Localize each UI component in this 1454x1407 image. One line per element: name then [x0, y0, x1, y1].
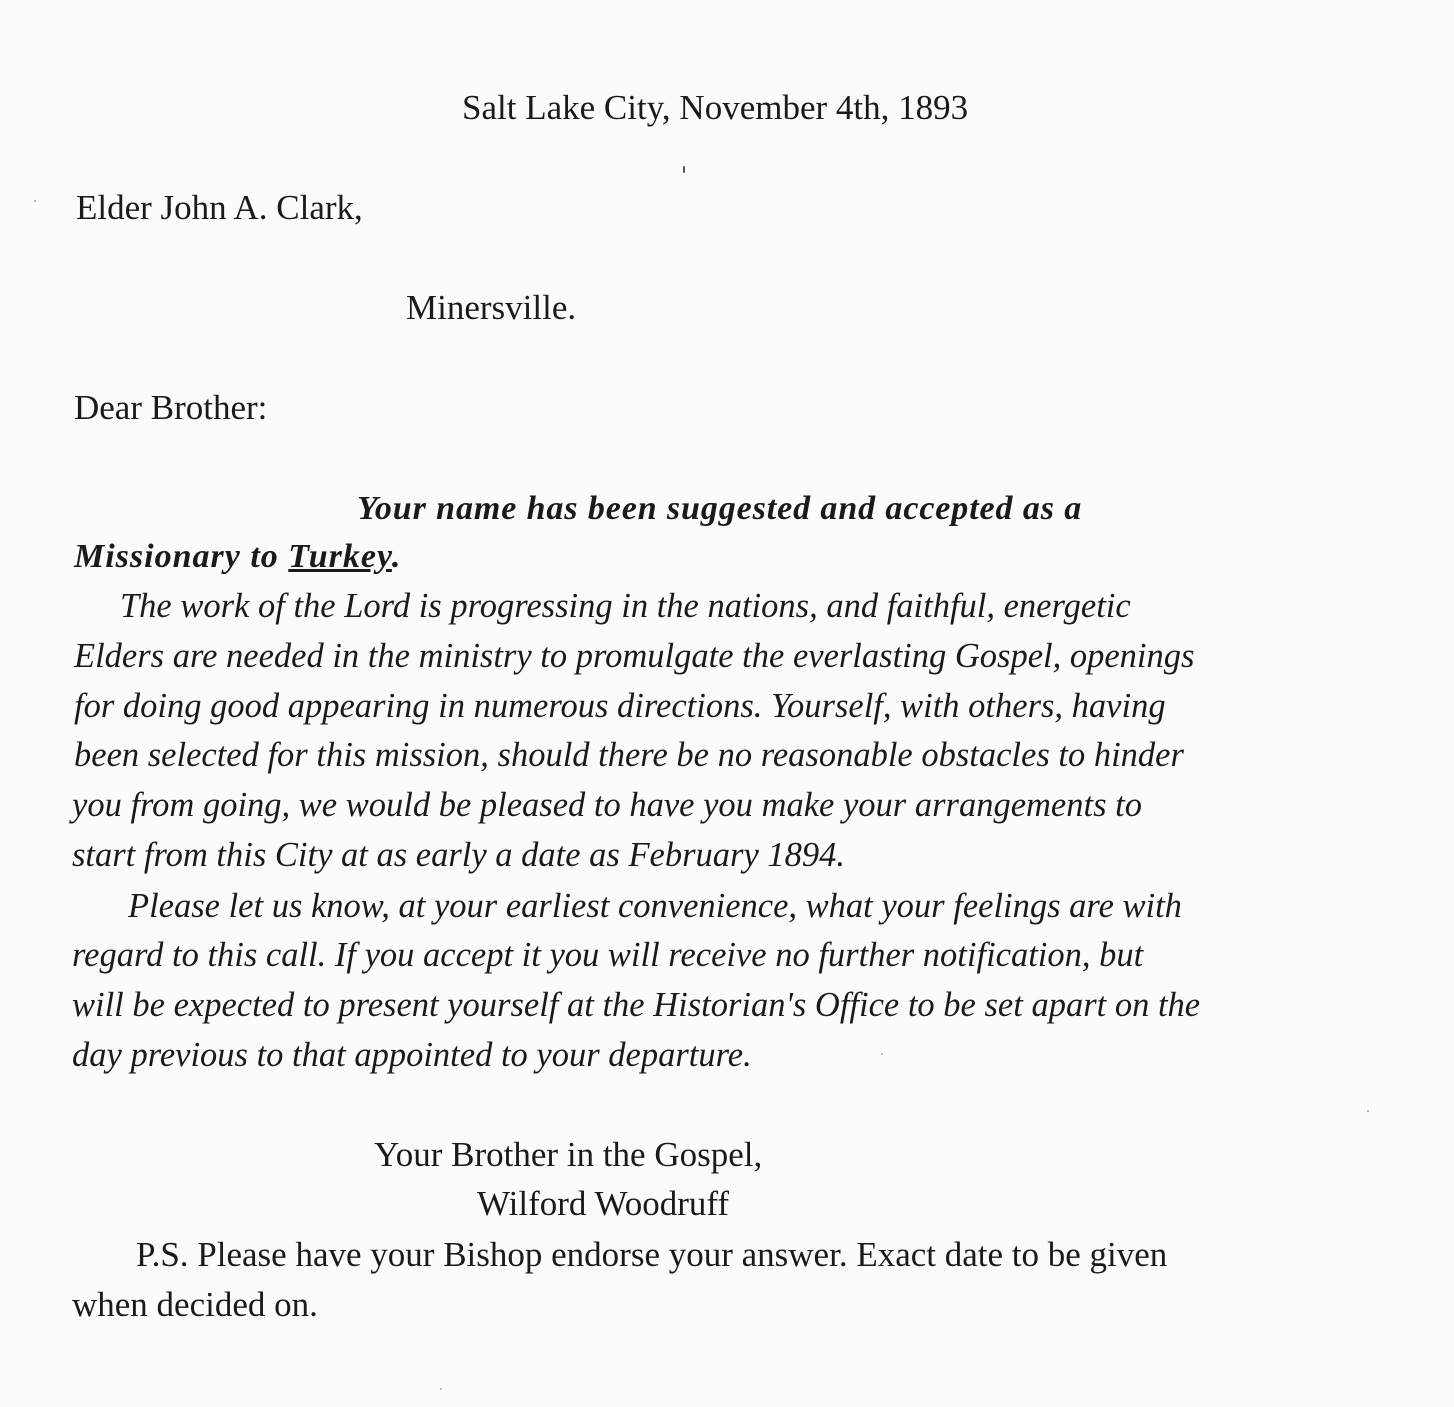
postscript-line: when decided on. [72, 1285, 318, 1324]
missionary-label: Missionary to [74, 538, 289, 575]
scan-speck [440, 1388, 442, 1390]
paragraph2-line: Please let us know, at your earliest convenience, what your feelings are with [128, 887, 1182, 925]
scan-speck [881, 1053, 883, 1055]
addressee: Elder John A. Clark, [76, 188, 363, 227]
paragraph2-line: day previous to that appointed to your departure. [72, 1036, 752, 1074]
place: Minersville. [406, 288, 577, 327]
paragraph1-line: been selected for this mission, should there be no reasonable obstacles to hinder [74, 736, 1184, 774]
paragraph1-line: for doing good appearing in numerous directions. Yourself, with others, having [74, 687, 1166, 725]
paragraph2-line: will be expected to present yourself at the Historian's Office to be set apart on the [72, 986, 1201, 1024]
paragraph1-line: start from this City at as early a date as February 1894. [72, 836, 846, 874]
mission-call-lead: Your name has been suggested and accepted as a [357, 490, 1083, 527]
mission-call-destination-line [74, 537, 401, 577]
paragraph1-line: Elders are needed in the ministry to promulgate the everlasting Gospel, openings [74, 637, 1195, 675]
salutation: Dear Brother: [74, 388, 268, 427]
destination: Turkey [288, 538, 392, 575]
closing: Your Brother in the Gospel, [374, 1135, 763, 1174]
scan-speck [34, 200, 36, 202]
scan-speck [1367, 1110, 1369, 1112]
paragraph1-line: The work of the Lord is progressing in the nations, and faithful, energetic [120, 587, 1131, 625]
paragraph1-line: you from going, we would be pleased to have you make your arrangements to [72, 786, 1142, 824]
scan-speck [683, 166, 685, 173]
postscript-line: P.S. Please have your Bishop endorse your answer. Exact date to be given [136, 1235, 1168, 1274]
signature: Wilford Woodruff [477, 1184, 730, 1223]
destination-period: . [391, 538, 402, 575]
date-line: Salt Lake City, November 4th, 1893 [462, 88, 969, 127]
paragraph2-line: regard to this call. If you accept it you will receive no further notification, but [72, 936, 1144, 974]
